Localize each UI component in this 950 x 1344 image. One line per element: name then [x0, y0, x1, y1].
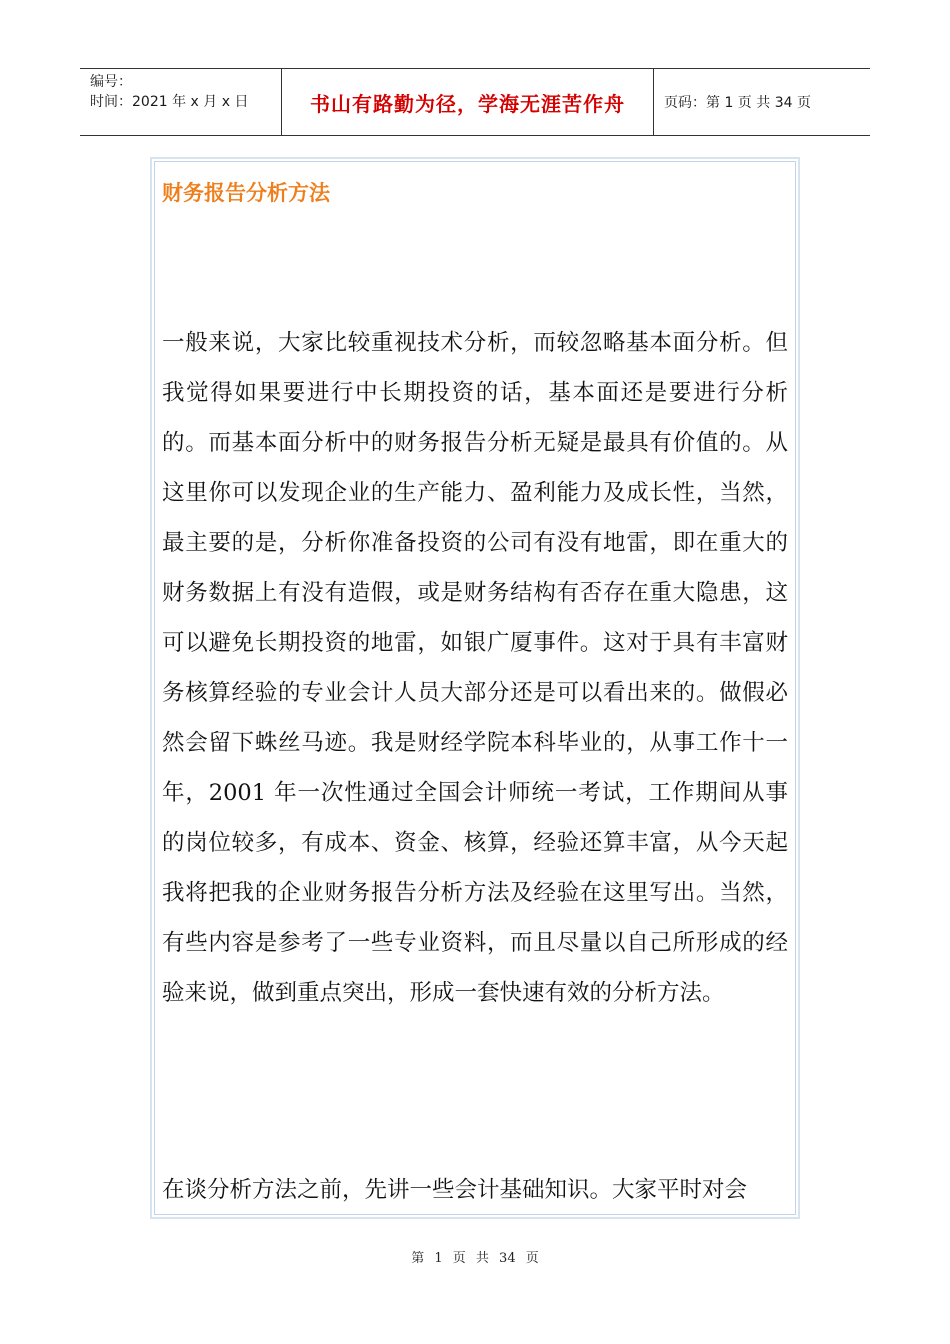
header-motto: 书山有路勤为径，学海无涯苦作舟	[282, 69, 654, 135]
date-label: 时间：2021 年 x 月 x 日	[90, 94, 249, 110]
serial-number-label: 编号：	[90, 74, 132, 90]
header-meta-cell	[80, 69, 282, 135]
header-page-info: 页码：第 1 页 共 34 页	[664, 95, 811, 111]
document-header	[80, 68, 870, 136]
content-frame	[150, 157, 800, 1219]
page-footer: 第 1 页 共 34 页	[411, 1251, 539, 1266]
body-paragraph: 在谈分析方法之前，先讲一些会计基础知识。大家平时对会	[162, 1177, 748, 1203]
body-paragraph: 一般来说，大家比较重视技术分析，而较忽略基本面分析。但我觉得如果要进行中长期投资的话，基本面还是要进行分析的。而基本面分析中的财务报告分析无疑是最具有价值的。从这里你可以发现企业的生产能力、盈利能力及成长性，当然，最主要的是，分析你准备投资的公司有没有地雷，即在重大的财务数据上有没有造假，或是财务结构有否存在重大隐患，这可以避免长期投资的地雷，如银广厦事件。这对于具有丰富财务核算经验的专业会计人员大部分还是可以看出来的。做假必然会留下蛛丝马迹。我是财经学院本科毕业的，从事工作十一年，2001 年一次性通过全国会计师统一考试，工作期间从事的岗位较多，有成本、资金、核算，经验还算丰富，从今天起我将把我的企业财务报告分析方法及经验在这里写出。当然，有些内容是参考了一些专业资料，而且尽量以自己所形成的经验来说，做到重点突出，形成一套快速有效的分析方法。	[162, 330, 788, 1006]
document-title: 财务报告分析方法	[162, 181, 330, 205]
